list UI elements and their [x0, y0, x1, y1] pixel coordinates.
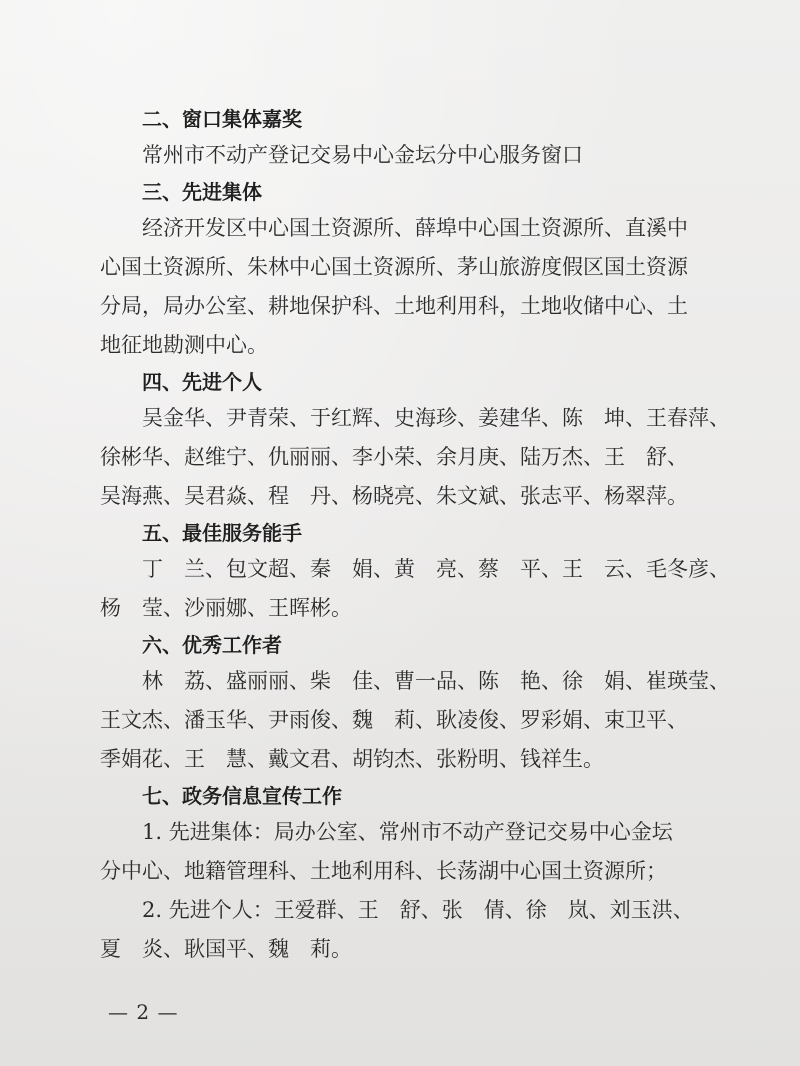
section-heading-best-service: 五、最佳服务能手 — [142, 521, 302, 545]
document-body — [100, 102, 730, 969]
section-text-advanced-collective-line: 地征地勘测中心。 — [100, 333, 268, 357]
section-text-government-publicity-line: 分中心、地籍管理科、土地利用科、长荡湖中心国土资源所； — [100, 859, 667, 883]
section-text-advanced-collective-line: 经济开发区中心国土资源所、薛埠中心国土资源所、直溪中 — [142, 216, 688, 240]
section-text-advanced-individuals-line: 徐彬华、赵维宁、仇丽丽、李小荣、余月庚、陆万杰、王 舒、 — [100, 445, 688, 469]
section-text-outstanding-workers-line: 季娟花、王 慧、戴文君、胡钧杰、张粉明、钱祥生。 — [100, 747, 604, 771]
section-text-advanced-collective-line: 心国土资源所、朱林中心国土资源所、茅山旅游度假区国土资源 — [100, 255, 688, 279]
section-text-advanced-individuals-line: 吴金华、尹青荣、于红辉、史海珍、姜建华、陈 坤、王春萍、 — [142, 406, 730, 430]
section-text-advanced-collective-line: 分局，局办公室、耕地保护科、土地利用科，土地收储中心、土 — [100, 294, 688, 318]
section-heading-window-collective-award: 二、窗口集体嘉奖 — [142, 107, 302, 131]
section-text-outstanding-workers-line: 林 荔、盛丽丽、柴 佳、曹一品、陈 艳、徐 娟、崔瑛莹、 — [142, 669, 730, 693]
section-text-best-service-line: 丁 兰、包文超、秦 娟、黄 亮、蔡 平、王 云、毛冬彦、 — [142, 557, 730, 581]
section-text-window-collective-award: 常州市不动产登记交易中心金坛分中心服务窗口 — [142, 143, 583, 167]
section-text-government-publicity-line: 夏 炎、耿国平、魏 莉。 — [100, 937, 352, 961]
section-heading-advanced-collective: 三、先进集体 — [142, 180, 262, 204]
section-text-best-service-line: 杨 莹、沙丽娜、王晖彬。 — [100, 596, 352, 620]
section-text-government-publicity-line: 1. 先进集体：局办公室、常州市不动产登记交易中心金坛 — [142, 820, 673, 844]
section-text-government-publicity-line: 2. 先进个人：王爱群、王 舒、张 倩、徐 岚、刘玉洪、 — [142, 898, 694, 922]
section-heading-government-publicity: 七、政务信息宣传工作 — [142, 784, 342, 808]
section-text-advanced-individuals-line: 吴海燕、吴君焱、程 丹、杨晓亮、朱文斌、张志平、杨翠萍。 — [100, 484, 688, 508]
section-heading-outstanding-workers: 六、优秀工作者 — [142, 633, 282, 657]
page-number: — 2 — — [108, 1000, 179, 1024]
section-heading-advanced-individuals: 四、先进个人 — [142, 370, 262, 394]
section-text-outstanding-workers-line: 王文杰、潘玉华、尹雨俊、魏 莉、耿凌俊、罗彩娟、束卫平、 — [100, 708, 688, 732]
